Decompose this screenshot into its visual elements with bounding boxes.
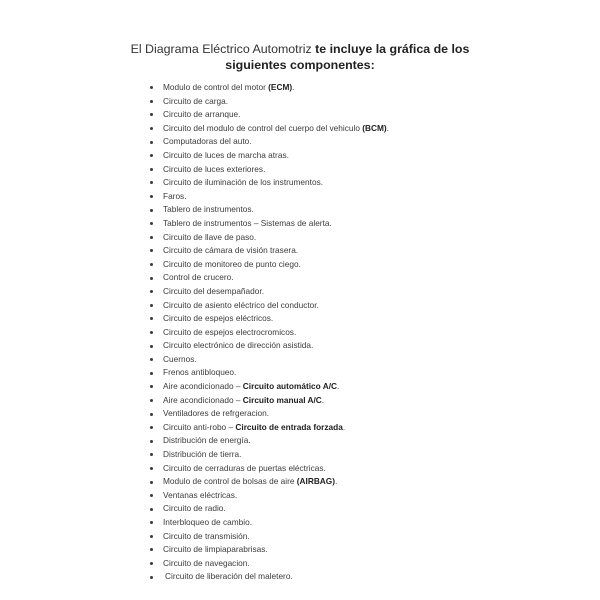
- list-item: [149, 366, 479, 380]
- list-item-suffix: .: [321, 394, 325, 405]
- list-item: [149, 135, 479, 149]
- list-item-text: Computadoras del auto.: [163, 136, 252, 147]
- list-item-bold: Circuito de entrada forzada: [235, 421, 343, 432]
- list-item-text: Circuito de transmisión.: [163, 530, 250, 541]
- list-item: [149, 530, 479, 544]
- list-item-text: Distribución de tierra.: [163, 449, 242, 460]
- list-item-text: Circuito de arranque.: [163, 109, 241, 120]
- component-list: [149, 81, 479, 584]
- list-item: [149, 543, 479, 557]
- list-item: [149, 570, 479, 584]
- heading-bold: te incluye la gráfica de los siguientes componentes:: [225, 42, 470, 72]
- list-item: [149, 244, 479, 258]
- list-item-text: Circuito de luces exteriores.: [163, 163, 266, 174]
- list-item-suffix: .: [337, 381, 340, 392]
- list-item: [149, 190, 479, 204]
- list-item-text: Circuito de liberación del maletero.: [165, 571, 293, 582]
- list-item-text: Modulo de control del motor: [163, 82, 269, 92]
- list-item: [149, 122, 479, 136]
- list-item: [149, 407, 479, 421]
- list-item-bold: (AIRBAG): [296, 476, 336, 487]
- list-item-text: Circuito de limpiaparabrisas.: [163, 544, 268, 555]
- list-item: [149, 176, 479, 190]
- list-item: [149, 299, 479, 313]
- list-item-text: Circuito electrónico de dirección asistida.: [163, 340, 314, 351]
- list-item: [149, 326, 479, 340]
- list-item: [149, 434, 479, 448]
- list-item-suffix: .: [342, 421, 346, 432]
- list-item-text: Circuito de espejos electrocromicos.: [163, 326, 297, 337]
- list-item: [149, 312, 479, 326]
- list-item: [149, 339, 479, 353]
- list-item-text: Circuito de asiento eléctrico del conductor.: [163, 299, 319, 310]
- list-item-text: Circuito de iluminación de los instrumentos.: [163, 177, 324, 188]
- list-item-bold: Circuito automático A/C: [242, 381, 337, 392]
- list-item: [149, 557, 479, 571]
- list-item-text: Circuito de navegacion.: [163, 557, 250, 568]
- list-item-suffix: .: [386, 122, 389, 133]
- list-item: [149, 462, 479, 476]
- list-item-text: Interbloqueo de cambio.: [163, 517, 253, 527]
- list-item: [149, 502, 479, 516]
- list-item: [149, 217, 479, 231]
- list-item-text: Modulo de control de bolsas de aire: [163, 476, 297, 487]
- list-item-text: Aire acondicionado –: [163, 381, 243, 392]
- list-item-text: Circuito de llave de paso.: [163, 231, 257, 242]
- list-item: [149, 285, 479, 299]
- list-item-suffix: .: [335, 476, 338, 487]
- list-item: [149, 95, 479, 109]
- list-item-text: Circuito de monitoreo de punto ciego.: [163, 258, 301, 269]
- list-item-text: Distribución de energía.: [163, 435, 251, 446]
- list-item-text: Tablero de instrumentos.: [163, 204, 254, 215]
- list-item-bold: Circuito manual A/C: [242, 394, 322, 405]
- list-item-bold: (ECM): [268, 82, 293, 92]
- list-item-text: Circuito de carga.: [163, 95, 229, 106]
- list-item: [149, 489, 479, 503]
- list-item-text: Tablero de instrumentos – Sistemas de alerta.: [163, 217, 332, 228]
- list-item: [149, 516, 479, 530]
- list-item: [149, 380, 479, 394]
- list-item: [149, 421, 479, 435]
- list-item-suffix: .: [292, 82, 295, 92]
- list-item-text: Circuito de cámara de visión trasera.: [163, 245, 299, 256]
- list-item-text: Circuito del modulo de control del cuerpo del vehiculo: [163, 122, 363, 133]
- list-item: [149, 448, 479, 462]
- list-item-text: Circuito anti-robo –: [163, 421, 236, 432]
- list-item-text: Ventiladores de refrgeracion.: [163, 408, 270, 419]
- list-item-text: Circuito de radio.: [163, 503, 226, 514]
- list-item-text: Cuernos.: [163, 353, 197, 364]
- list-item-text: Control de crucero.: [163, 272, 234, 283]
- heading-intro: El Diagrama Eléctrico Automotriz: [130, 42, 316, 56]
- list-item-text: Ventanas eléctricas.: [163, 489, 238, 500]
- list-item-bold: (BCM): [362, 122, 387, 133]
- list-item: [149, 149, 479, 163]
- list-item-text: Faros.: [163, 190, 187, 201]
- page-heading: [120, 41, 480, 73]
- list-item-text: Aire acondicionado –: [163, 394, 243, 405]
- list-item: [149, 231, 479, 245]
- list-item: [149, 81, 479, 95]
- list-item: [149, 475, 479, 489]
- list-item: [149, 108, 479, 122]
- list-item-text: Circuito del desempañador.: [163, 285, 265, 296]
- list-item: [149, 353, 479, 367]
- list-item: [149, 394, 479, 408]
- list-item: [149, 258, 479, 272]
- list-item: [149, 203, 479, 217]
- list-item-text: Frenos antibloqueo.: [163, 367, 237, 378]
- list-item: [149, 271, 479, 285]
- list-item-text: Circuito de espejos eléctricos.: [163, 313, 274, 324]
- list-item: [149, 163, 479, 177]
- list-item-text: Circuito de cerraduras de puertas eléctricas.: [163, 462, 326, 473]
- list-item-text: Circuito de luces de marcha atras.: [163, 149, 289, 160]
